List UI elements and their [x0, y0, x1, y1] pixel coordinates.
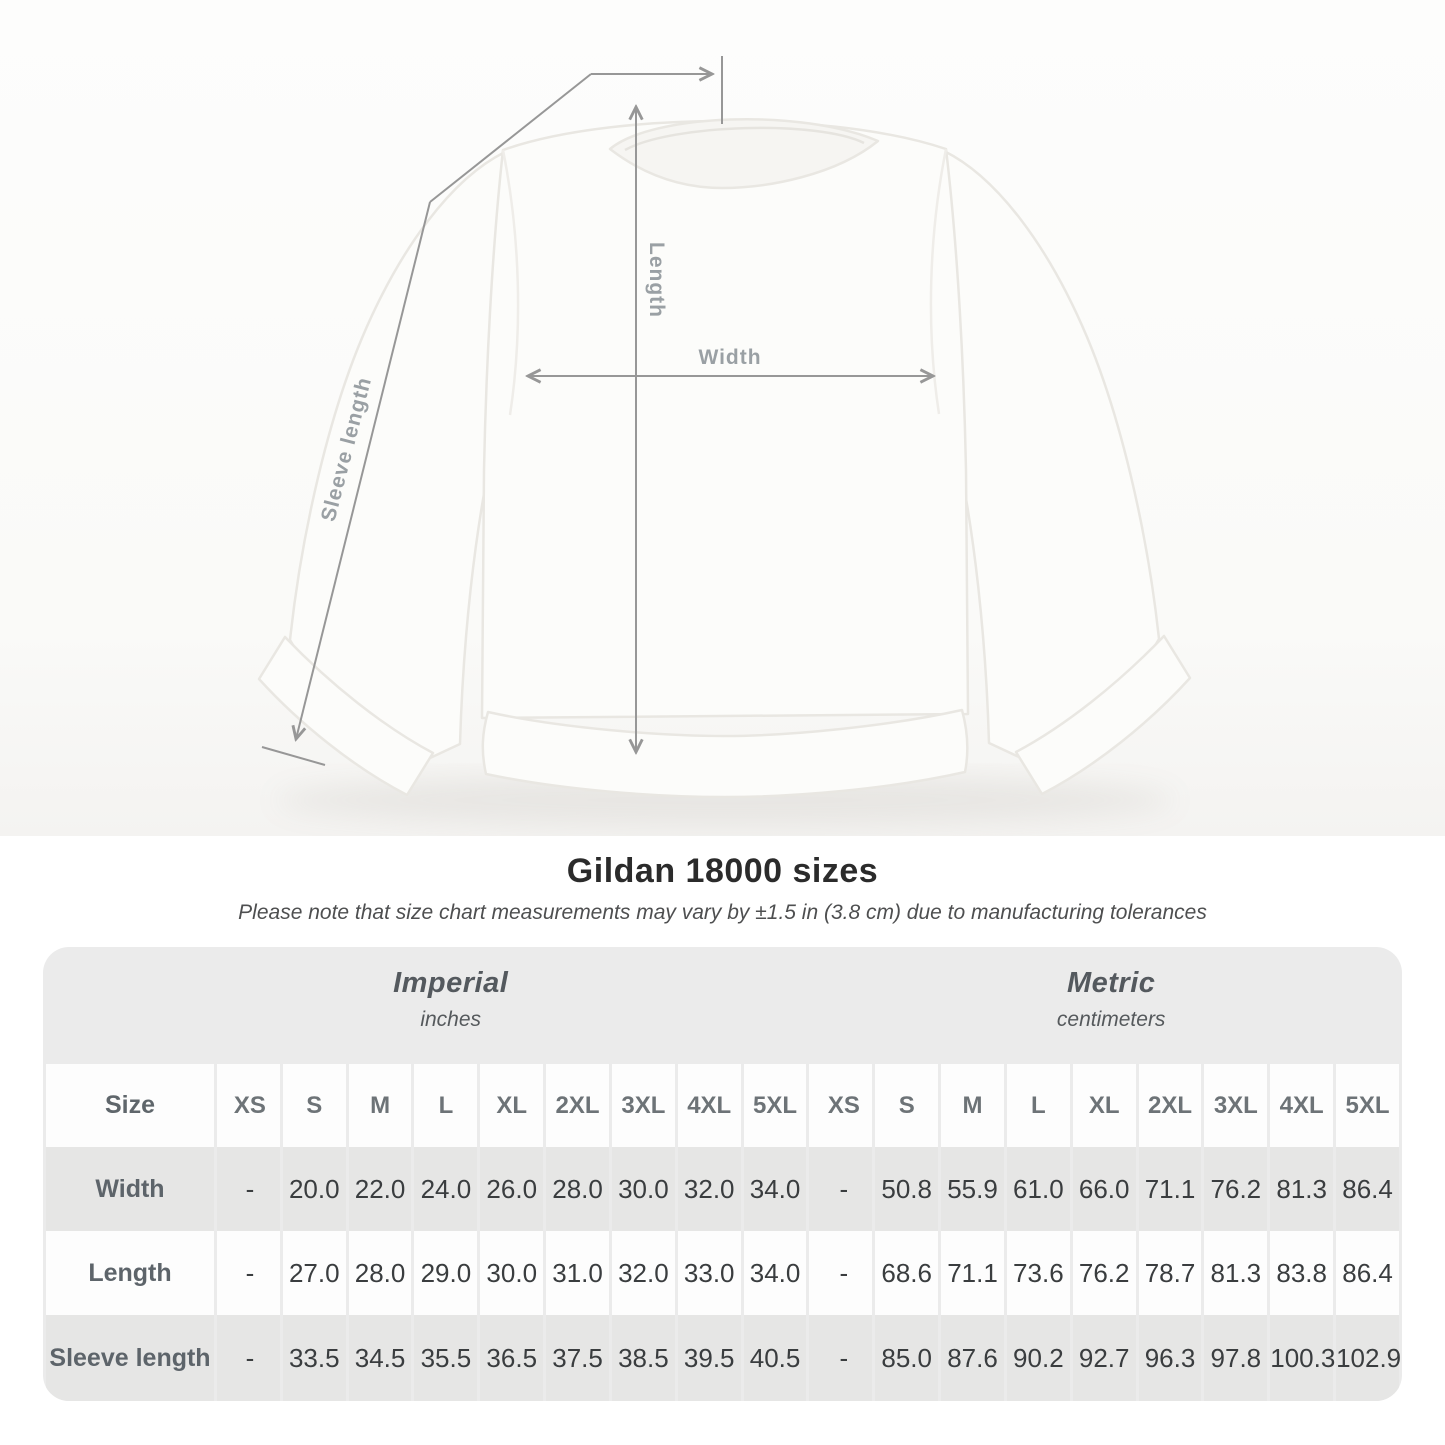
cell: 86.4 [1336, 1231, 1399, 1315]
cell: 34.0 [744, 1231, 807, 1315]
cell: 33.0 [678, 1231, 741, 1315]
metric-size-header: L [1007, 1064, 1070, 1147]
cell: - [217, 1315, 280, 1401]
metric-size-header: 3XL [1204, 1064, 1267, 1147]
cell: 30.0 [480, 1231, 543, 1315]
cell: 76.2 [1204, 1147, 1267, 1231]
cell: 31.0 [546, 1231, 609, 1315]
cell: 26.0 [480, 1147, 543, 1231]
cell: 50.8 [875, 1147, 938, 1231]
cell: 28.0 [349, 1231, 412, 1315]
cell: 68.6 [875, 1231, 938, 1315]
cell: 40.5 [744, 1315, 807, 1401]
metric-size-header: XS [809, 1064, 872, 1147]
cell: 73.6 [1007, 1231, 1070, 1315]
imperial-size-header: S [283, 1064, 346, 1147]
cell: 85.0 [875, 1315, 938, 1401]
cell: 36.5 [480, 1315, 543, 1401]
page-title: Gildan 18000 sizes [566, 852, 879, 890]
cell: 71.1 [941, 1231, 1004, 1315]
size-table [43, 947, 1402, 1401]
cell: 28.0 [546, 1147, 609, 1231]
imperial-size-header: 3XL [612, 1064, 675, 1147]
imperial-size-header: XS [217, 1064, 280, 1147]
unit-group-headers [43, 947, 1402, 1064]
metric-size-header: 5XL [1336, 1064, 1399, 1147]
imperial-size-header: 4XL [678, 1064, 741, 1147]
cell: 39.5 [678, 1315, 741, 1401]
metric-unit-label: centimeters [1056, 1008, 1166, 1031]
imperial-size-header: 2XL [546, 1064, 609, 1147]
cell: 38.5 [612, 1315, 675, 1401]
length-row [46, 1231, 1399, 1315]
metric-label: Metric [1066, 967, 1156, 999]
cell: 90.2 [1007, 1315, 1070, 1401]
size-table-grid [43, 1064, 1402, 1401]
sleeve-length-label: Sleeve length [316, 374, 377, 524]
width-label: Width [698, 346, 762, 369]
cell: 97.8 [1204, 1315, 1267, 1401]
cell: 81.3 [1204, 1231, 1267, 1315]
cell: 102.9 [1336, 1315, 1399, 1401]
cell: 24.0 [414, 1147, 477, 1231]
cell: 32.0 [612, 1231, 675, 1315]
imperial-size-header: XL [480, 1064, 543, 1147]
cell: 30.0 [612, 1147, 675, 1231]
row-label-length: Length [46, 1231, 214, 1315]
imperial-size-header: L [414, 1064, 477, 1147]
body-panel [482, 121, 968, 718]
cell: - [217, 1231, 280, 1315]
metric-size-header: M [941, 1064, 1004, 1147]
cell: 34.5 [349, 1315, 412, 1401]
cell: 55.9 [941, 1147, 1004, 1231]
cell: 78.7 [1139, 1231, 1202, 1315]
metric-size-header: 4XL [1270, 1064, 1333, 1147]
cell: 71.1 [1139, 1147, 1202, 1231]
metric-group-header [1057, 967, 1166, 1032]
metric-size-header: S [875, 1064, 938, 1147]
imperial-size-header: 5XL [744, 1064, 807, 1147]
cell: 76.2 [1073, 1231, 1136, 1315]
size-column-header: Size [46, 1064, 214, 1147]
cell: 37.5 [546, 1315, 609, 1401]
cell: 81.3 [1270, 1147, 1333, 1231]
cell: 32.0 [678, 1147, 741, 1231]
row-label-width: Width [46, 1147, 214, 1231]
cell: 29.0 [414, 1231, 477, 1315]
cell: 35.5 [414, 1315, 477, 1401]
cell: 83.8 [1270, 1231, 1333, 1315]
size-header-row [46, 1064, 1399, 1147]
imperial-group-header [393, 967, 508, 1032]
cell: 66.0 [1073, 1147, 1136, 1231]
cell: 86.4 [1336, 1147, 1399, 1231]
cell: - [809, 1231, 872, 1315]
cell: 61.0 [1007, 1147, 1070, 1231]
cell: - [809, 1147, 872, 1231]
cell: 96.3 [1139, 1315, 1202, 1401]
width-row [46, 1147, 1399, 1231]
cell: 34.0 [744, 1147, 807, 1231]
cell: - [217, 1147, 280, 1231]
cell: 87.6 [941, 1315, 1004, 1401]
cell: 100.3 [1270, 1315, 1333, 1401]
row-label-sleeve-length: Sleeve length [46, 1315, 214, 1401]
cell: 20.0 [283, 1147, 346, 1231]
length-label: Length [645, 242, 668, 318]
cell: 92.7 [1073, 1315, 1136, 1401]
sleeve-length-row [46, 1315, 1399, 1401]
cell: 33.5 [283, 1315, 346, 1401]
imperial-unit-label: inches [420, 1008, 482, 1031]
imperial-label: Imperial [393, 967, 509, 999]
cell: - [809, 1315, 872, 1401]
tolerance-note: Please note that size chart measurements may vary by ±1.5 in (3.8 cm) due to manufacturing tolerances [238, 901, 1207, 924]
imperial-size-header: M [349, 1064, 412, 1147]
cell: 27.0 [283, 1231, 346, 1315]
metric-size-header: 2XL [1139, 1064, 1202, 1147]
cell: 22.0 [349, 1147, 412, 1231]
metric-size-header: XL [1073, 1064, 1136, 1147]
